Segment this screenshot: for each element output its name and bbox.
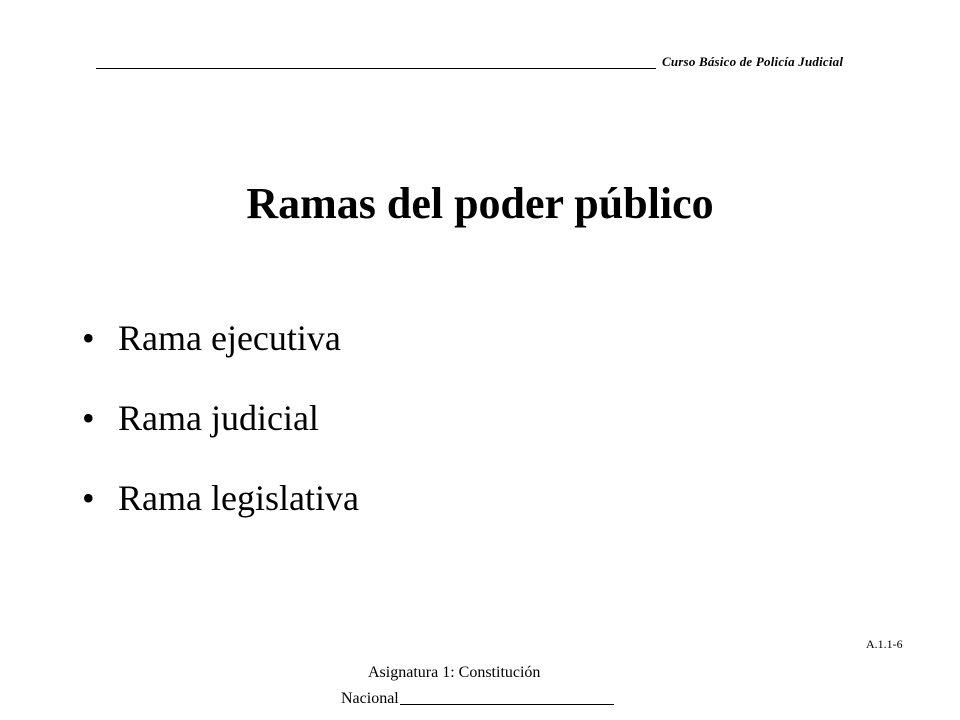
header-rule [96, 68, 656, 69]
list-item [82, 458, 359, 538]
list-item [82, 378, 359, 458]
footer-rule [400, 704, 614, 705]
footer-subject-word: Nacional [341, 690, 399, 707]
bullet-text: Rama judicial [118, 398, 319, 438]
course-title: Curso Básico de Policía Judicial [662, 54, 844, 69]
footer-subject-continued [341, 690, 614, 708]
footer-subject: Asignatura 1: Constitución [368, 664, 541, 681]
slide-code: A.1.1-6 [866, 637, 903, 651]
slide-title: Ramas del poder público [246, 179, 714, 228]
list-item [82, 298, 359, 378]
bullet-icon: • [82, 478, 95, 518]
bullet-text: Rama legislativa [118, 478, 359, 518]
bullet-icon: • [82, 398, 95, 438]
bullet-text: Rama ejecutiva [118, 318, 341, 358]
bullet-list [82, 298, 359, 538]
bullet-icon: • [82, 318, 95, 358]
